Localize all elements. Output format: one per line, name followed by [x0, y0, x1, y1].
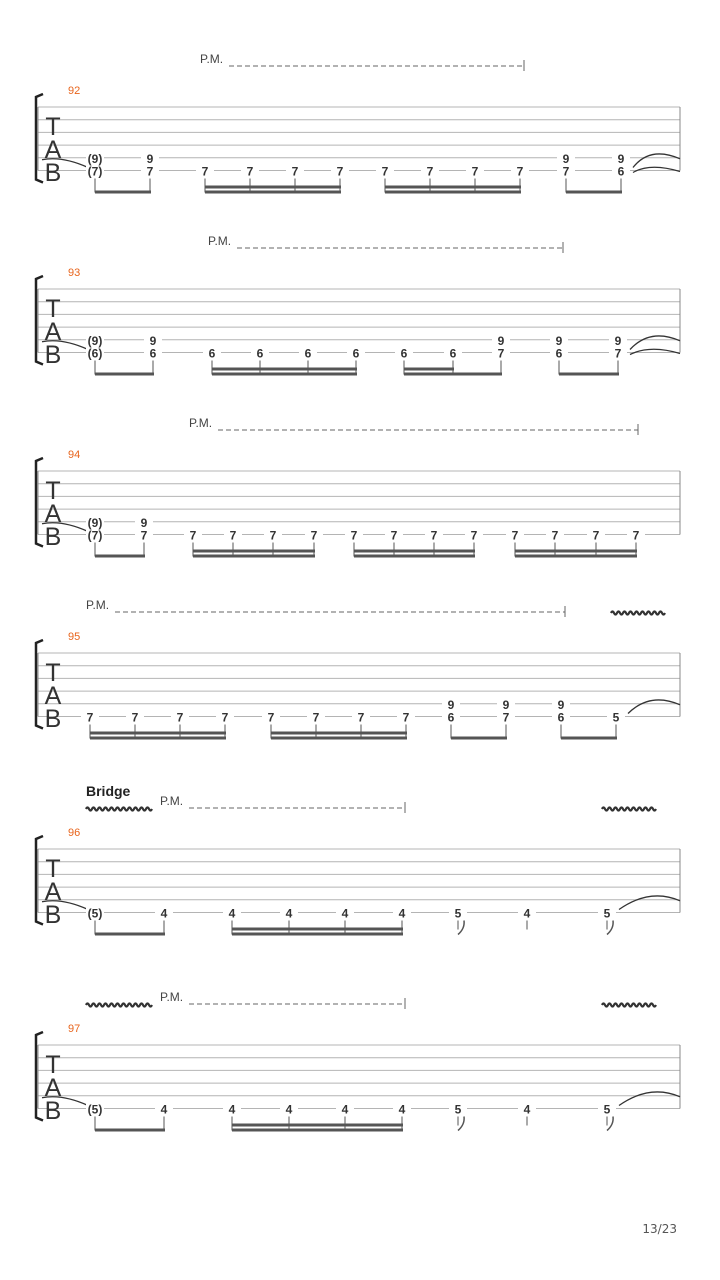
- tie-end: [633, 167, 680, 172]
- fret-number: 7: [312, 710, 320, 725]
- tab-clef-b: B: [44, 523, 62, 551]
- fret-number: 7: [470, 528, 478, 543]
- fret-number: (7): [87, 528, 103, 543]
- fret-number: 7: [291, 164, 299, 179]
- bar-number: 94: [68, 449, 81, 461]
- beam: [354, 550, 475, 553]
- beam: [232, 1124, 403, 1127]
- tab-clef-t: T: [45, 113, 61, 141]
- fret-number: (6): [87, 346, 103, 361]
- fret-number: 4: [398, 1102, 406, 1117]
- vibrato-icon: [86, 808, 152, 811]
- tab-clef-t: T: [45, 1051, 61, 1079]
- fret-number: 4: [285, 906, 293, 921]
- fret-number: 9: [555, 333, 563, 348]
- tie-end: [630, 336, 680, 350]
- fret-number: 5: [603, 906, 611, 921]
- palm-mute-label: P.M.: [160, 990, 184, 1004]
- beam: [451, 737, 507, 740]
- palm-mute-label: P.M.: [200, 52, 224, 66]
- tab-clef-t: T: [45, 659, 61, 687]
- fret-number: 7: [471, 164, 479, 179]
- beam: [232, 1129, 403, 1132]
- beam: [90, 732, 226, 735]
- fret-number: 4: [285, 1102, 293, 1117]
- fret-number: 5: [454, 906, 462, 921]
- tab-clef-a: A: [44, 500, 62, 528]
- tab-clef-a: A: [44, 878, 62, 906]
- fret-number: 6: [352, 346, 360, 361]
- system-95: [36, 598, 680, 740]
- fret-number: 7: [551, 528, 559, 543]
- fret-number: 5: [612, 710, 620, 725]
- fret-number: (7): [87, 164, 103, 179]
- fret-number: 9: [502, 697, 510, 712]
- fret-number: 6: [149, 346, 157, 361]
- fret-number: 7: [176, 710, 184, 725]
- beam: [205, 191, 341, 194]
- tab-clef-b: B: [44, 1097, 62, 1125]
- tab-clef-b: B: [44, 705, 62, 733]
- fret-number: 7: [267, 710, 275, 725]
- fret-number: 7: [390, 528, 398, 543]
- fret-number: 7: [86, 710, 94, 725]
- tab-clef-t: T: [45, 295, 61, 323]
- fret-number: 7: [350, 528, 358, 543]
- fret-number: 4: [523, 1102, 531, 1117]
- fret-number: 9: [617, 151, 625, 166]
- beam: [515, 550, 637, 553]
- system-96: [36, 783, 680, 936]
- beam: [95, 1129, 165, 1132]
- fret-number: 4: [160, 906, 168, 921]
- tab-clef-t: T: [45, 477, 61, 505]
- beam: [90, 737, 226, 740]
- fret-number: 4: [341, 1102, 349, 1117]
- fret-number: 7: [592, 528, 600, 543]
- fret-number: (5): [87, 1102, 103, 1117]
- fret-number: 7: [430, 528, 438, 543]
- fret-number: 7: [632, 528, 640, 543]
- fret-number: 7: [511, 528, 519, 543]
- fret-number: 7: [140, 528, 148, 543]
- tab-clef-t: T: [45, 855, 61, 883]
- fret-number: (9): [87, 515, 103, 530]
- beam: [212, 373, 357, 376]
- fret-number: 7: [402, 710, 410, 725]
- beam: [354, 555, 475, 558]
- beam: [95, 933, 165, 936]
- fret-number: 7: [516, 164, 524, 179]
- fret-number: 7: [189, 528, 197, 543]
- tab-clef-b: B: [44, 901, 62, 929]
- fret-number: 6: [208, 346, 216, 361]
- fret-number: 6: [400, 346, 408, 361]
- fret-number: 9: [447, 697, 455, 712]
- fret-number: 4: [398, 906, 406, 921]
- bar-number: 92: [68, 85, 81, 97]
- palm-mute-label: P.M.: [86, 598, 110, 612]
- vibrato-icon: [611, 612, 665, 615]
- fret-number: 9: [497, 333, 505, 348]
- beam: [385, 186, 521, 189]
- fret-number: 7: [146, 164, 154, 179]
- note-flag: [607, 1117, 613, 1131]
- bar-number: 97: [68, 1023, 81, 1035]
- tie-end: [630, 349, 680, 354]
- tie-end: [628, 700, 680, 714]
- bar-number: 96: [68, 827, 81, 839]
- system-94: [36, 416, 680, 558]
- fret-number: 4: [228, 906, 236, 921]
- fret-number: 7: [357, 710, 365, 725]
- tab-clef-a: A: [44, 682, 62, 710]
- fret-number: 5: [603, 1102, 611, 1117]
- fret-number: 4: [341, 906, 349, 921]
- fret-number: (9): [87, 151, 103, 166]
- beam: [212, 368, 357, 371]
- beam: [561, 737, 617, 740]
- fret-number: 6: [304, 346, 312, 361]
- fret-number: 7: [131, 710, 139, 725]
- fret-number: 9: [146, 151, 154, 166]
- fret-number: 4: [523, 906, 531, 921]
- beam: [559, 373, 619, 376]
- tie-end: [633, 154, 680, 168]
- fret-number: 7: [310, 528, 318, 543]
- fret-number: 7: [269, 528, 277, 543]
- beam: [95, 373, 154, 376]
- vibrato-icon: [86, 1004, 152, 1007]
- fret-number: 7: [426, 164, 434, 179]
- note-flag: [458, 921, 464, 935]
- system-92: [36, 52, 680, 194]
- tab-clef-a: A: [44, 318, 62, 346]
- vibrato-icon: [602, 1004, 656, 1007]
- beam: [404, 368, 454, 371]
- beam: [566, 191, 622, 194]
- fret-number: 4: [228, 1102, 236, 1117]
- tab-clef-b: B: [44, 159, 62, 187]
- note-flag: [458, 1117, 464, 1131]
- fret-number: 7: [336, 164, 344, 179]
- fret-number: 7: [562, 164, 570, 179]
- fret-number: 7: [221, 710, 229, 725]
- fret-number: 7: [246, 164, 254, 179]
- beam: [232, 933, 403, 936]
- fret-number: 9: [149, 333, 157, 348]
- fret-number: 5: [454, 1102, 462, 1117]
- fret-number: 6: [555, 346, 563, 361]
- tie-end: [619, 896, 680, 910]
- fret-number: 7: [614, 346, 622, 361]
- palm-mute-label: P.M.: [208, 234, 232, 248]
- fret-number: 7: [381, 164, 389, 179]
- beam: [515, 555, 637, 558]
- tab-clef-a: A: [44, 1074, 62, 1102]
- bar-number: 95: [68, 631, 81, 643]
- fret-number: 6: [449, 346, 457, 361]
- tab-clef-b: B: [44, 341, 62, 369]
- beam: [193, 550, 315, 553]
- fret-number: 7: [229, 528, 237, 543]
- beam: [95, 191, 151, 194]
- system-93: [36, 234, 680, 376]
- page-number: 13/23: [642, 1222, 677, 1236]
- fret-number: 6: [557, 710, 565, 725]
- fret-number: 9: [562, 151, 570, 166]
- fret-number: 7: [497, 346, 505, 361]
- fret-number: 7: [201, 164, 209, 179]
- beam: [271, 737, 407, 740]
- bar-number: 93: [68, 267, 81, 279]
- tie-end: [619, 1092, 680, 1106]
- section-label: Bridge: [86, 783, 131, 799]
- fret-number: 9: [557, 697, 565, 712]
- fret-number: 9: [140, 515, 148, 530]
- fret-number: 6: [447, 710, 455, 725]
- beam: [232, 928, 403, 931]
- beam: [95, 555, 145, 558]
- beam: [404, 373, 502, 376]
- beam: [385, 191, 521, 194]
- tab-clef-a: A: [44, 136, 62, 164]
- fret-number: (9): [87, 333, 103, 348]
- fret-number: (5): [87, 906, 103, 921]
- fret-number: 7: [502, 710, 510, 725]
- palm-mute-label: P.M.: [160, 794, 184, 808]
- fret-number: 6: [617, 164, 625, 179]
- beam: [193, 555, 315, 558]
- note-flag: [607, 921, 613, 935]
- beam: [205, 186, 341, 189]
- system-97: [36, 990, 680, 1132]
- fret-number: 4: [160, 1102, 168, 1117]
- vibrato-icon: [602, 808, 656, 811]
- fret-number: 9: [614, 333, 622, 348]
- beam: [271, 732, 407, 735]
- palm-mute-label: P.M.: [189, 416, 213, 430]
- fret-number: 6: [256, 346, 264, 361]
